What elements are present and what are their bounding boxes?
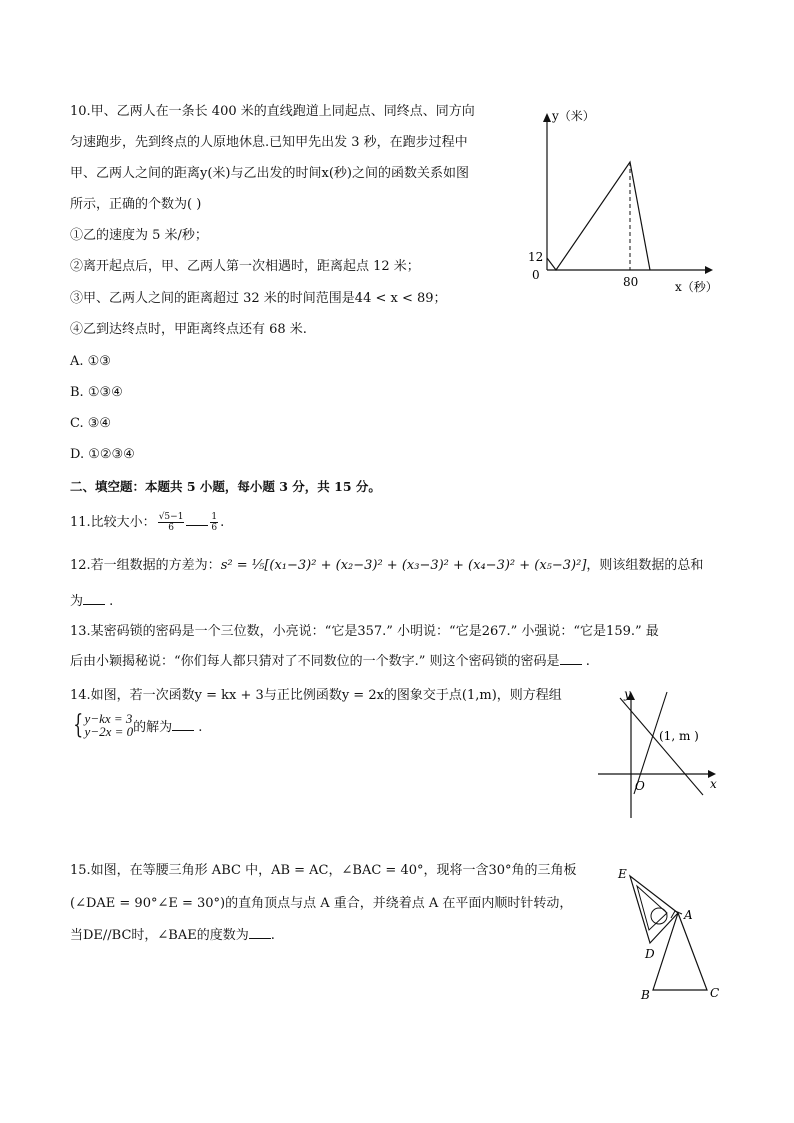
q14-eq2: y−2x = 0 bbox=[84, 724, 134, 739]
q10-x-label: x（秒） bbox=[675, 280, 718, 294]
q12-formula: s² = ⅕[(x₁−3)² + (x₂−3)² + (x₃−3)² + (x₄−3)² + (x₅−3)²] bbox=[220, 558, 587, 573]
q10-line-3: 甲、乙两人之间的距离y(米)与乙出发的时间x(秒)之间的函数关系如图 bbox=[70, 166, 469, 181]
q10-statement-1: ①乙的速度为 5 米/秒； bbox=[70, 228, 208, 243]
q13-line-1: 13.某密码锁的密码是一个三位数，小亮说：“它是357.” 小明说：“它是267.” 小强说：“它是159.” 最 bbox=[70, 624, 659, 639]
q12-answer-blank[interactable] bbox=[83, 592, 105, 605]
q13-line-2: 后由小颖揭秘说：“你们每人都只猜对了不同数位的一个数字.” 则这个密码锁的密码是 . bbox=[70, 654, 590, 669]
q12-line-1 bbox=[70, 556, 703, 576]
q14-equations bbox=[85, 712, 134, 738]
q10-graph-line bbox=[547, 162, 650, 270]
q15-line3-text: 当DE//BC时，∠BAE的度数为 bbox=[70, 928, 249, 943]
y-axis-arrow-icon bbox=[543, 113, 551, 122]
q14-x-label: x bbox=[710, 777, 717, 791]
q13-line2-text: 后由小颖揭秘说：“你们每人都只猜对了不同数位的一个数字.” 则这个密码锁的密码是 bbox=[70, 654, 560, 669]
q11-fraction-2 bbox=[210, 512, 218, 533]
q15-label-d: D bbox=[645, 947, 655, 961]
q12-prefix: 12.若一组数据的方差为： bbox=[70, 558, 221, 573]
q15-set-square-hole bbox=[651, 908, 667, 924]
q14-system: { y−kx = 3 y−2x = 0 的解为 . bbox=[73, 710, 203, 740]
q14-origin-label: O bbox=[635, 779, 645, 793]
q10-line-1: 10.甲、乙两人在一条长 400 米的直线跑道上同起点、同终点、同方向 bbox=[70, 104, 475, 119]
q13-answer-blank[interactable] bbox=[560, 652, 582, 665]
q10-graph bbox=[520, 100, 730, 300]
q11: 11.比较大小： $\frac{√5-1}{6}$ $\frac{1}{6}$ . bbox=[70, 512, 225, 533]
q11-f1-numerator: √5−1 bbox=[158, 512, 184, 522]
q10-statement-3: ③甲、乙两人之间的距离超过 32 米的时间范围是44 < x < 89； bbox=[70, 291, 447, 306]
q15-label-a: A bbox=[684, 908, 693, 922]
q15-figure bbox=[605, 858, 735, 1008]
q10-option-c: C. ③④ bbox=[70, 416, 112, 431]
q14-eq1: y−kx = 3 bbox=[84, 711, 133, 726]
q10-option-a: A. ①③ bbox=[70, 354, 111, 369]
q15-label-e: E bbox=[618, 867, 627, 881]
q14-graph bbox=[590, 682, 725, 824]
x-axis-arrow-icon bbox=[705, 266, 713, 274]
brace-icon: { bbox=[73, 710, 84, 740]
q12-suffix: ，则该组数据的总和 bbox=[586, 558, 704, 573]
q11-f1-denominator: 6 bbox=[168, 523, 174, 533]
q10-line-4: 所示，正确的个数为( ) bbox=[70, 197, 202, 212]
q14-line-kx3 bbox=[620, 698, 703, 795]
q15-triangle-abc bbox=[653, 913, 707, 990]
q14-y-label: y bbox=[624, 687, 631, 701]
q11-prefix: 11.比较大小： bbox=[70, 515, 156, 530]
q14-point-label: (1, m ) bbox=[659, 729, 699, 743]
q15-line-3: 当DE//BC时，∠BAE的度数为 . bbox=[70, 928, 275, 943]
q12-line2-text: 为 bbox=[70, 594, 84, 609]
section-2-heading: 二、填空题：本题共 5 小题，每小题 3 分，共 15 分。 bbox=[70, 479, 381, 494]
q11-f2-denominator: 6 bbox=[211, 523, 218, 533]
q15-label-c: C bbox=[710, 986, 720, 1000]
q10-statement-2: ②离开起点后，甲、乙两人第一次相遇时，距离起点 12 米； bbox=[70, 259, 420, 274]
q15-answer-blank[interactable] bbox=[249, 926, 271, 939]
q11-f2-numerator: 1 bbox=[211, 512, 218, 522]
q10-option-b: B. ①③④ bbox=[70, 385, 123, 400]
q14-answer-blank[interactable] bbox=[172, 718, 194, 731]
q15-line-1: 15.如图，在等腰三角形 ABC 中，AB = AC，∠BAC = 40°，现将一含30°角的三角板 bbox=[70, 863, 577, 878]
q10-line-2: 匀速跑步，先到终点的人原地休息.已知甲先出发 3 秒，在跑步过程中 bbox=[70, 135, 468, 150]
q14-line-1: 14.如图，若一次函数y = kx + 3与正比例函数y = 2x的图象交于点(1,m)，则方程组 bbox=[70, 688, 562, 703]
q14-suffix: 的解为 bbox=[133, 720, 173, 735]
q15-line-2: (∠DAE = 90°∠E = 30°)的直角顶点与点 A 重合，并绕着点 A 在平面内顺时针转动， bbox=[70, 896, 573, 911]
q10-option-d: D. ①②③④ bbox=[70, 447, 135, 462]
q11-fraction-1 bbox=[158, 512, 185, 533]
q11-answer-blank[interactable] bbox=[186, 513, 208, 526]
q10-y-label: y（米） bbox=[552, 109, 595, 123]
q10-origin-label: 0 bbox=[532, 268, 540, 282]
q10-statement-4: ④乙到达终点时，甲距离终点还有 68 米. bbox=[70, 322, 307, 337]
q10-x-tick: 80 bbox=[623, 275, 639, 289]
q10-y-tick: 12 bbox=[528, 250, 544, 264]
q12-line-2: 为 . bbox=[70, 594, 114, 609]
q15-label-b: B bbox=[641, 988, 650, 1002]
